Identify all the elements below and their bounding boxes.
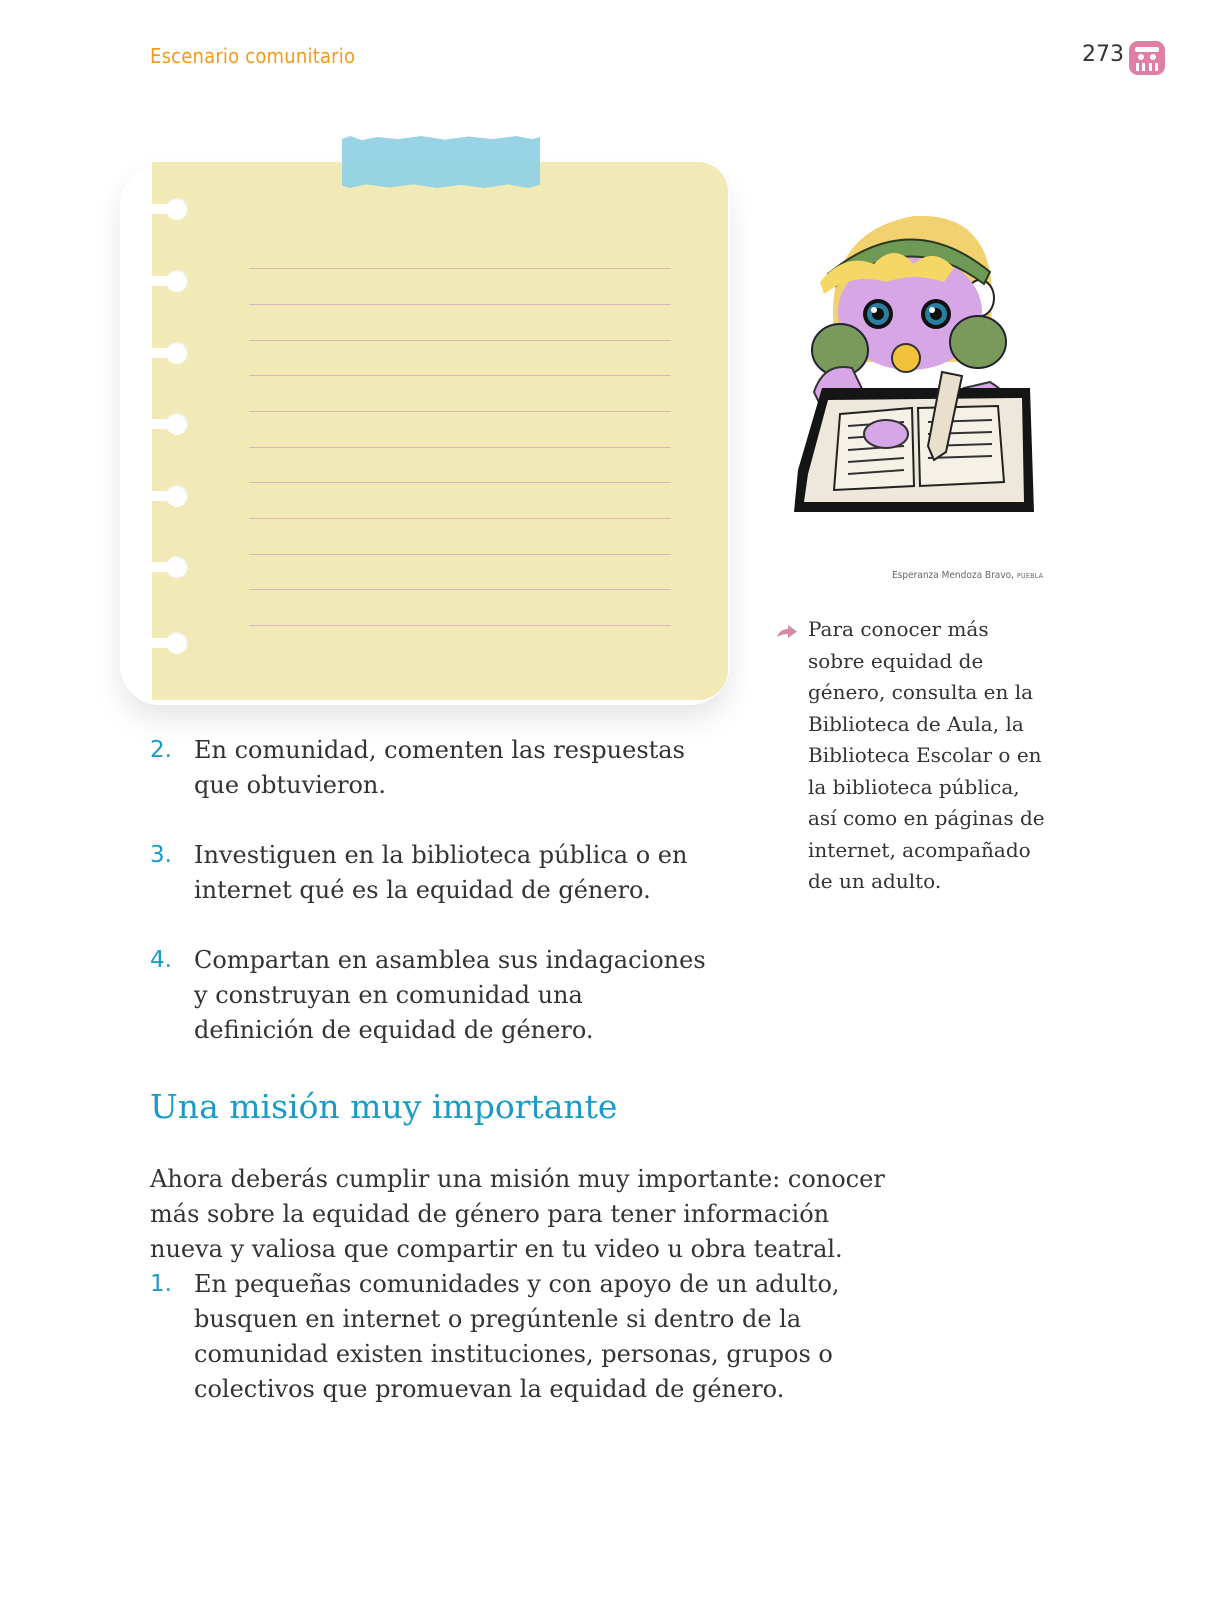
list-item-3 [150, 838, 687, 908]
punch-hole [166, 198, 188, 220]
list-item-2 [150, 733, 685, 803]
credit-state: PUEBLA [1016, 572, 1044, 580]
side-note-line: así como en páginas de [808, 806, 1045, 830]
section-header-title: Escenario comunitario [150, 44, 356, 68]
punch-hole [166, 270, 188, 292]
side-note-line: Biblioteca de Aula, la [808, 711, 1024, 736]
list-item-line: definición de equidad de género. [194, 1016, 594, 1044]
child-reading-book-illustration [794, 212, 1050, 530]
notepad-line [249, 589, 671, 590]
list-item-line: internet qué es la equidad de género. [194, 876, 651, 904]
list-number: 4. [150, 947, 172, 973]
credit-name: Esperanza Mendoza Bravo, [892, 570, 1014, 581]
notepad-line [249, 625, 671, 626]
intro-line: más sobre la equidad de género para tener información [150, 1200, 830, 1228]
lined-notepad [152, 162, 728, 700]
list-item-1 [150, 1267, 840, 1407]
notepad-line [249, 447, 671, 448]
section-glyph-icon [1128, 40, 1166, 76]
notepad-line [249, 554, 671, 555]
punch-hole [166, 485, 188, 507]
list-item-line: que obtuvieron. [194, 771, 387, 799]
side-note-line: género, consulta en la [808, 680, 1034, 704]
list-item-line: En pequeñas comunidades y con apoyo de un adulto, [194, 1270, 840, 1298]
list-item-4 [150, 943, 706, 1048]
list-item-line: busquen en internet o pregúntenle si dentro de la [194, 1305, 802, 1333]
section-intro [150, 1162, 885, 1267]
side-note-line: internet, acompañado [808, 837, 1031, 862]
intro-line: Ahora deberás cumplir una misión muy importante: conocer [150, 1165, 885, 1193]
side-note-line: Para conocer más [808, 617, 989, 641]
notepad-line [249, 482, 671, 483]
notepad-line [249, 340, 671, 341]
intro-line: nueva y valiosa que compartir en tu video u obra teatral. [150, 1235, 843, 1263]
list-item-line: y construyan en comunidad una [194, 981, 583, 1009]
notepad-line [249, 518, 671, 519]
list-item-line: comunidad existen instituciones, personas, grupos o [194, 1340, 833, 1368]
notepad-line [249, 375, 671, 376]
side-note-line: Biblioteca Escolar o en [808, 743, 1042, 767]
side-note-line: de un adulto. [808, 869, 942, 893]
side-note [808, 614, 1068, 898]
punch-hole [166, 413, 188, 435]
section-title: Una misión muy importante [150, 1087, 618, 1126]
notepad-line [249, 411, 671, 412]
list-number: 1. [150, 1271, 172, 1297]
list-number: 2. [150, 737, 172, 763]
punch-hole [166, 342, 188, 364]
side-note-line: la biblioteca pública, [808, 774, 1020, 799]
list-item-line: En comunidad, comenten las respuestas [194, 736, 685, 764]
pink-arrow-right-icon [776, 624, 798, 640]
punch-hole [166, 632, 188, 654]
punch-hole [166, 556, 188, 578]
side-note-line: sobre equidad de [808, 648, 984, 673]
tape-strip [342, 136, 540, 188]
list-item-line: Investiguen en la biblioteca pública o en [194, 841, 688, 869]
illustration-credit [892, 570, 1043, 581]
notepad-line [249, 268, 671, 269]
list-item-line: colectivos que promuevan la equidad de género. [194, 1375, 785, 1403]
list-item-line: Compartan en asamblea sus indagaciones [194, 946, 706, 974]
page-number: 273 [1082, 42, 1124, 67]
notepad-line [249, 304, 671, 305]
list-number: 3. [150, 842, 172, 868]
